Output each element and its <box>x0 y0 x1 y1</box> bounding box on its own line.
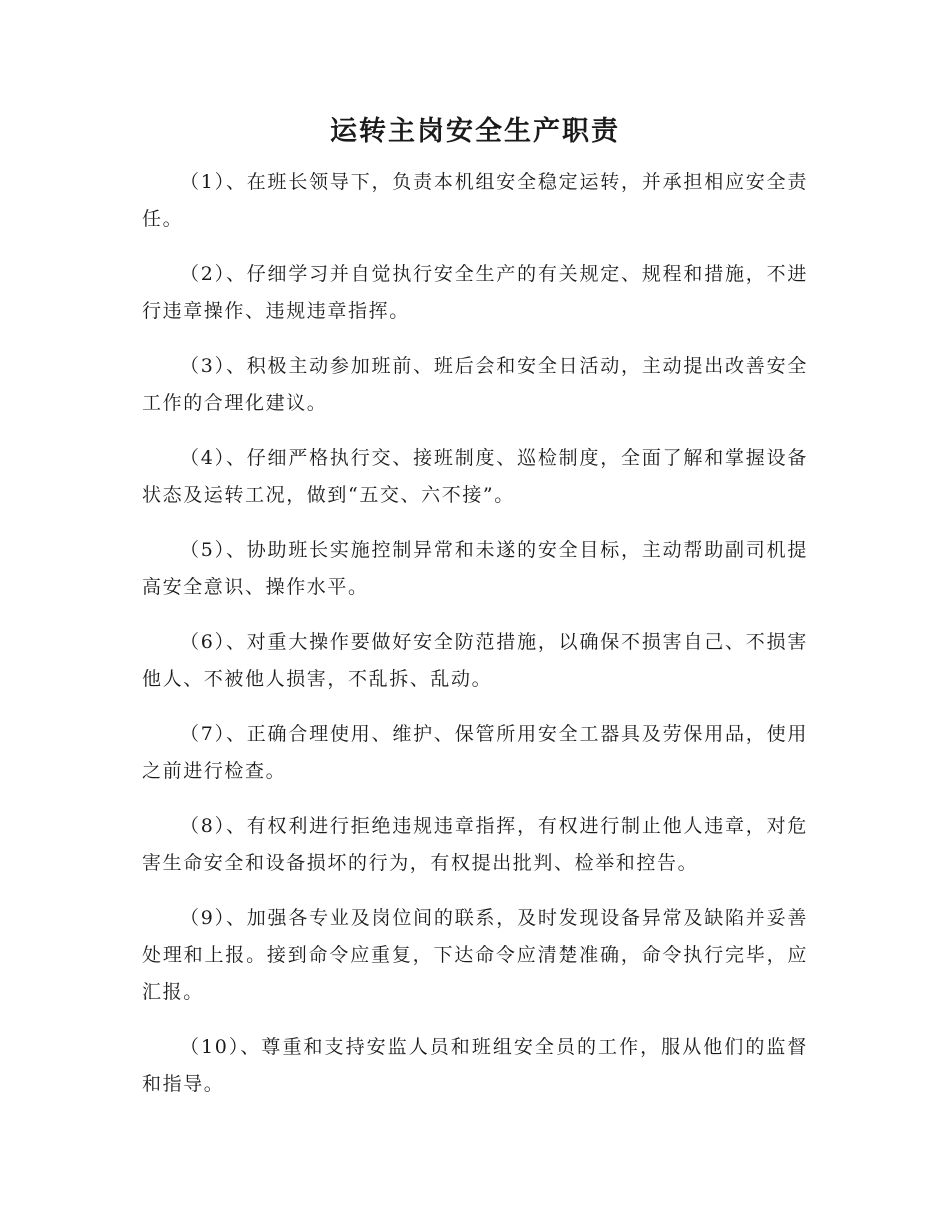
document-title: 运转主岗安全生产职责 <box>330 116 620 147</box>
paragraph-6: （6）、对重大操作要做好安全防范措施，以确保不损害自己、不损害他人、不被他人损害，不乱拆、乱动。 <box>142 631 808 690</box>
paragraph-5: （5）、协助班长实施控制异常和未遂的安全目标，主动帮助副司机提高安全意识、操作水平。 <box>142 539 808 598</box>
paragraph-8: （8）、有权利进行拒绝违规违章指挥，有权进行制止他人违章，对危害生命安全和设备损坏的行为，有权提出批判、检举和控告。 <box>142 815 808 874</box>
paragraph-7: （7）、正确合理使用、维护、保管所用安全工器具及劳保用品，使用之前进行检查。 <box>142 723 808 782</box>
paragraph-1: （1）、在班长领导下，负责本机组安全稳定运转，并承担相应安全责任。 <box>142 171 808 230</box>
document-body <box>142 164 808 1121</box>
paragraph-9: （9）、加强各专业及岗位间的联系，及时发现设备异常及缺陷并妥善处理和上报。接到命令应重复，下达命令应清楚准确，命令执行完毕，应汇报。 <box>142 907 808 1003</box>
paragraph-4: （4）、仔细严格执行交、接班制度、巡检制度，全面了解和掌握设备状态及运转工况，做到“五交、六不接”。 <box>142 447 808 506</box>
paragraph-10: （10）、尊重和支持安监人员和班组安全员的工作，服从他们的监督和指导。 <box>142 1036 808 1095</box>
paragraph-2: （2）、仔细学习并自觉执行安全生产的有关规定、规程和措施，不进行违章操作、违规违章指挥。 <box>142 263 808 322</box>
paragraph-3: （3）、积极主动参加班前、班后会和安全日活动，主动提出改善安全工作的合理化建议。 <box>142 355 808 414</box>
